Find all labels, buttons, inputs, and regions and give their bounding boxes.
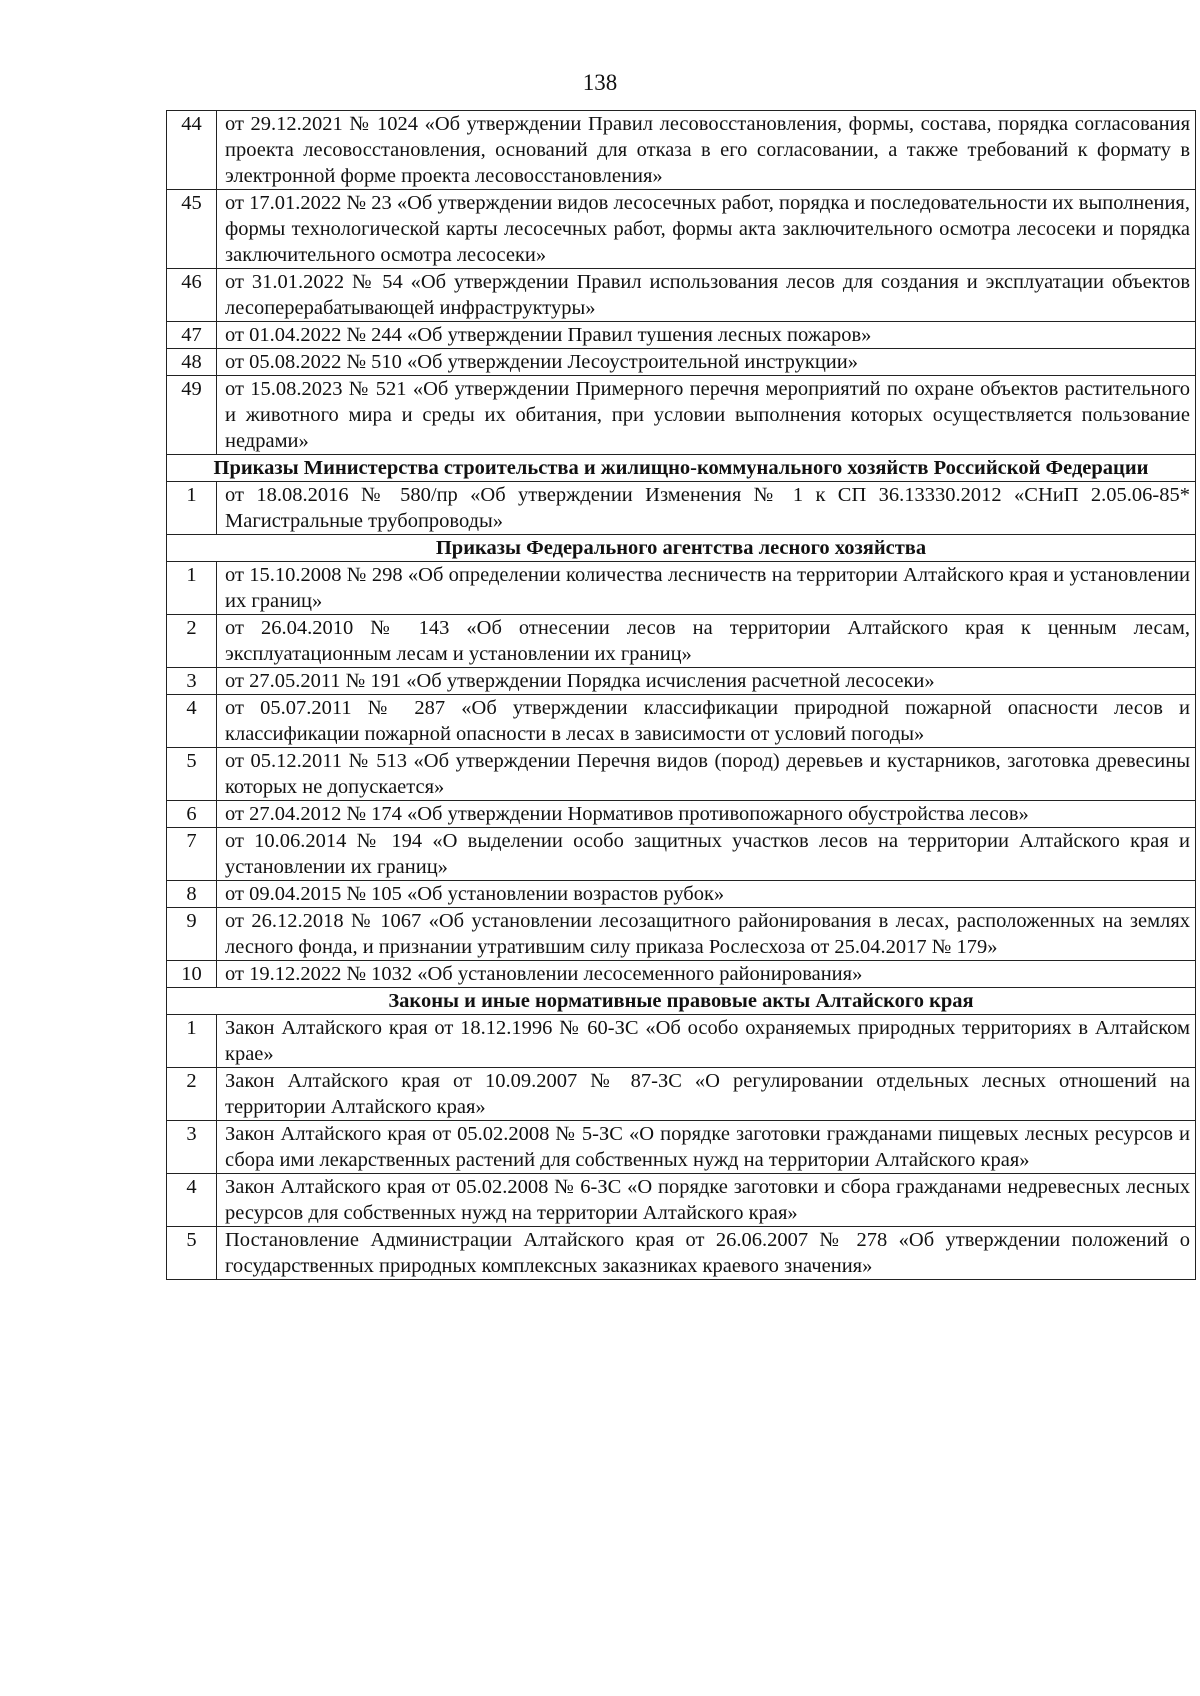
row-number: 6 <box>167 801 217 828</box>
table-row <box>167 376 1196 455</box>
row-number: 48 <box>167 349 217 376</box>
row-number: 10 <box>167 961 217 988</box>
row-number: 2 <box>167 615 217 668</box>
table-row <box>167 269 1196 322</box>
act-description: от 09.04.2015 № 105 «Об установлении возрастов рубок» <box>217 881 1196 908</box>
section-title: Законы и иные нормативные правовые акты Алтайского края <box>167 988 1196 1015</box>
row-number: 46 <box>167 269 217 322</box>
table-row <box>167 349 1196 376</box>
section-header-row <box>167 988 1196 1015</box>
table-row <box>167 1068 1196 1121</box>
table-row <box>167 322 1196 349</box>
row-number: 4 <box>167 695 217 748</box>
act-description: от 19.12.2022 № 1032 «Об установлении лесосеменного районирования» <box>217 961 1196 988</box>
table-row <box>167 615 1196 668</box>
act-description: от 10.06.2014 № 194 «О выделении особо защитных участков лесов на территории Алтайского края и установлении их границ» <box>217 828 1196 881</box>
page-number: 138 <box>582 70 618 95</box>
table-row <box>167 482 1196 535</box>
row-number: 5 <box>167 1227 217 1280</box>
row-number: 1 <box>167 1015 217 1068</box>
act-description: от 31.01.2022 № 54 «Об утверждении Правил использования лесов для создания и эксплуатации объектов лесоперерабатывающей инфраструктуры» <box>217 269 1196 322</box>
row-number: 1 <box>167 562 217 615</box>
table-row <box>167 190 1196 269</box>
act-description: Закон Алтайского края от 10.09.2007 № 87-ЗС «О регулировании отдельных лесных отношений на территории Алтайского края» <box>217 1068 1196 1121</box>
section-title: Приказы Министерства строительства и жилищно-коммунального хозяйств Российской Федерации <box>167 455 1196 482</box>
act-description: от 18.08.2016 № 580/пр «Об утверждении Изменения № 1 к СП 36.13330.2012 «СНиП 2.05.06-85* Магистральные трубопроводы» <box>217 482 1196 535</box>
act-description: Постановление Администрации Алтайского края от 26.06.2007 № 278 «Об утверждении положений о государственных природных комплексных заказниках краевого значения» <box>217 1227 1196 1280</box>
row-number: 7 <box>167 828 217 881</box>
table-row <box>167 668 1196 695</box>
row-number: 2 <box>167 1068 217 1121</box>
table-row <box>167 828 1196 881</box>
act-description: от 27.05.2011 № 191 «Об утверждении Порядка исчисления расчетной лесосеки» <box>217 668 1196 695</box>
row-number: 9 <box>167 908 217 961</box>
act-description: от 01.04.2022 № 244 «Об утверждении Правил тушения лесных пожаров» <box>217 322 1196 349</box>
act-description: от 15.10.2008 № 298 «Об определении количества лесничеств на территории Алтайского края и установлении их границ» <box>217 562 1196 615</box>
table-row <box>167 1227 1196 1280</box>
table-row <box>167 1121 1196 1174</box>
table-row <box>167 1015 1196 1068</box>
table-row <box>167 695 1196 748</box>
act-description: от 17.01.2022 № 23 «Об утверждении видов лесосечных работ, порядка и последовательности их выполнения, формы технологической карты лесосечных работ, формы акта заключительного осмотра лесосеки и порядка заключительного осмотра лесосеки» <box>217 190 1196 269</box>
row-number: 49 <box>167 376 217 455</box>
act-description: от 05.08.2022 № 510 «Об утверждении Лесоустроительной инструкции» <box>217 349 1196 376</box>
row-number: 3 <box>167 668 217 695</box>
row-number: 8 <box>167 881 217 908</box>
table-row <box>167 801 1196 828</box>
table-row <box>167 908 1196 961</box>
act-description: от 15.08.2023 № 521 «Об утверждении Примерного перечня мероприятий по охране объектов растительного и животного мира и среды их обитания, при условии выполнения которых осуществляется пользование недрами» <box>217 376 1196 455</box>
act-description: от 27.04.2012 № 174 «Об утверждении Нормативов противопожарного обустройства лесов» <box>217 801 1196 828</box>
section-header-row <box>167 535 1196 562</box>
legal-acts-table <box>166 110 1196 1280</box>
act-description: от 05.12.2011 № 513 «Об утверждении Перечня видов (пород) деревьев и кустарников, заготовка древесины которых не допускается» <box>217 748 1196 801</box>
row-number: 45 <box>167 190 217 269</box>
row-number: 4 <box>167 1174 217 1227</box>
legal-acts-table-body <box>167 111 1196 1280</box>
act-description: Закон Алтайского края от 18.12.1996 № 60-ЗС «Об особо охраняемых природных территориях в Алтайском крае» <box>217 1015 1196 1068</box>
table-row <box>167 748 1196 801</box>
row-number: 1 <box>167 482 217 535</box>
table-row <box>167 562 1196 615</box>
act-description: Закон Алтайского края от 05.02.2008 № 5-ЗС «О порядке заготовки гражданами пищевых лесных ресурсов и сбора ими лекарственных растений для собственных нужд на территории Алтайского края» <box>217 1121 1196 1174</box>
table-row <box>167 1174 1196 1227</box>
table-row <box>167 111 1196 190</box>
row-number: 3 <box>167 1121 217 1174</box>
act-description: от 05.07.2011 № 287 «Об утверждении классификации природной пожарной опасности лесов и классификации пожарной опасности в лесах в зависимости от условий погоды» <box>217 695 1196 748</box>
act-description: Закон Алтайского края от 05.02.2008 № 6-ЗС «О порядке заготовки и сбора гражданами недревесных лесных ресурсов для собственных нужд на территории Алтайского края» <box>217 1174 1196 1227</box>
row-number: 44 <box>167 111 217 190</box>
act-description: от 29.12.2021 № 1024 «Об утверждении Правил лесовосстановления, формы, состава, порядка согласования проекта лесовосстановления, оснований для отказа в его согласовании, а также требований к формату в электронной форме проекта лесовосстановления» <box>217 111 1196 190</box>
row-number: 47 <box>167 322 217 349</box>
act-description: от 26.04.2010 № 143 «Об отнесении лесов на территории Алтайского края к ценным лесам, эксплуатационным лесам и установлении их границ» <box>217 615 1196 668</box>
section-title: Приказы Федерального агентства лесного хозяйства <box>167 535 1196 562</box>
row-number: 5 <box>167 748 217 801</box>
table-row <box>167 881 1196 908</box>
table-row <box>167 961 1196 988</box>
section-header-row <box>167 455 1196 482</box>
act-description: от 26.12.2018 № 1067 «Об установлении лесозащитного районирования в лесах, расположенных на землях лесного фонда, и признании утратившим силу приказа Рослесхоза от 25.04.2017 № 179» <box>217 908 1196 961</box>
